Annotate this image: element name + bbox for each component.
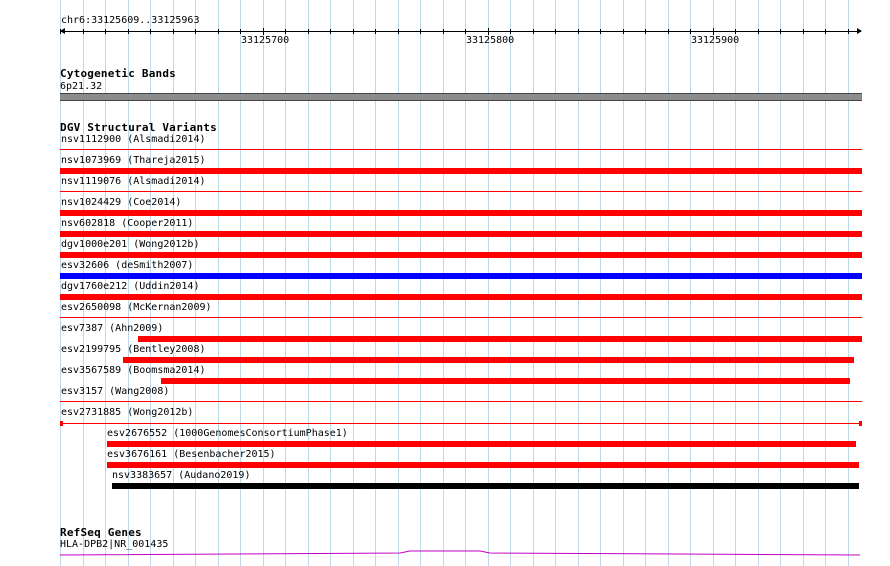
variant-feature[interactable] (0, 302, 890, 323)
variant-label: dgv1000e201 (Wong2012b) (61, 239, 200, 250)
variant-label: nsv1112900 (Alsmadi2014) (61, 134, 206, 145)
variant-feature[interactable] (0, 218, 890, 239)
ruler-minor-tick (443, 29, 444, 34)
variant-label: nsv1024429 (Coe2014) (61, 197, 182, 208)
variant-bar[interactable] (60, 317, 862, 318)
ruler-minor-tick (825, 29, 826, 34)
ruler-minor-tick (623, 29, 624, 34)
ruler-minor-tick (285, 29, 286, 34)
variant-feature[interactable] (0, 155, 890, 176)
ruler-minor-tick (803, 29, 804, 34)
ruler-minor-tick (330, 29, 331, 34)
ruler-minor-tick (668, 29, 669, 34)
ruler-minor-tick (690, 29, 691, 34)
variant-end-marker (859, 421, 862, 426)
ruler-minor-tick (420, 29, 421, 34)
ruler-right-arrow-icon[interactable] (857, 28, 862, 34)
variant-label: nsv602818 (Cooper2011) (61, 218, 194, 229)
ruler-minor-tick (218, 29, 219, 34)
variant-label: esv2650098 (McKernan2009) (61, 302, 212, 313)
variant-bar[interactable] (60, 149, 862, 150)
variant-feature[interactable] (0, 281, 890, 302)
variant-feature[interactable] (0, 239, 890, 260)
variant-bar[interactable] (112, 483, 859, 489)
ruler-minor-tick (353, 29, 354, 34)
ruler-minor-tick (83, 29, 84, 34)
variant-label: esv2731885 (Wong2012b) (61, 407, 194, 418)
variant-feature[interactable] (0, 344, 890, 365)
variant-bar[interactable] (161, 378, 850, 384)
ruler-minor-tick (375, 29, 376, 34)
variant-feature[interactable] (0, 428, 890, 449)
variant-bar[interactable] (60, 191, 862, 192)
ruler-minor-tick (555, 29, 556, 34)
cytoband-bar[interactable] (60, 93, 862, 101)
variant-feature[interactable] (0, 386, 890, 407)
gene-label: HLA-DPB2|NR_001435 (60, 539, 169, 550)
variant-feature[interactable] (0, 134, 890, 155)
ruler-minor-tick (308, 29, 309, 34)
variant-bar[interactable] (60, 294, 862, 300)
ruler-minor-tick (848, 29, 849, 34)
track-title[interactable]: Cytogenetic Bands (60, 67, 176, 80)
variant-feature[interactable] (0, 197, 890, 218)
variant-feature[interactable] (0, 407, 890, 428)
variant-feature[interactable] (0, 470, 890, 491)
ruler-minor-tick (60, 29, 61, 34)
variant-label: esv7387 (Ahn2009) (61, 323, 164, 334)
ruler-minor-tick (173, 29, 174, 34)
ruler-tick-label: 33125800 (466, 35, 515, 46)
ruler-minor-tick (150, 29, 151, 34)
ruler-major-tick (488, 28, 489, 35)
variant-feature[interactable] (0, 260, 890, 281)
ruler-minor-tick (128, 29, 129, 34)
variant-bar[interactable] (60, 231, 862, 237)
track-title[interactable]: RefSeq Genes (60, 526, 142, 539)
variant-bar[interactable] (107, 441, 856, 447)
variant-bar[interactable] (138, 336, 862, 342)
variant-label: nsv1073969 (Thareja2015) (61, 155, 206, 166)
variant-bar[interactable] (60, 423, 862, 424)
ruler-minor-tick (578, 29, 579, 34)
variant-feature[interactable] (0, 176, 890, 197)
ruler-minor-tick (398, 29, 399, 34)
variant-label: nsv3383657 (Audano2019) (112, 470, 251, 481)
cytoband-label: 6p21.32 (60, 81, 103, 92)
variant-label: esv2199795 (Bentley2008) (61, 344, 206, 355)
variant-label: esv3676161 (Besenbacher2015) (107, 449, 276, 460)
ruler-tick-label: 33125700 (241, 35, 290, 46)
ruler-minor-tick (195, 29, 196, 34)
ruler-minor-tick (600, 29, 601, 34)
variant-label: esv32606 (deSmith2007) (61, 260, 194, 271)
ruler-locus: chr6:33125609..33125963 (61, 15, 200, 26)
variant-feature[interactable] (0, 365, 890, 386)
variant-label: esv2676552 (1000GenomesConsortiumPhase1) (107, 428, 348, 439)
variant-label: dgv1760e212 (Uddin2014) (61, 281, 200, 292)
variant-label: esv3157 (Wang2008) (61, 386, 170, 397)
variant-bar[interactable] (60, 401, 862, 402)
ruler-minor-tick (780, 29, 781, 34)
ruler-minor-tick (645, 29, 646, 34)
ruler-minor-tick (465, 29, 466, 34)
ruler-minor-tick (735, 29, 736, 34)
variant-bar[interactable] (60, 252, 862, 258)
ruler-major-tick (713, 28, 714, 35)
variant-feature[interactable] (0, 449, 890, 470)
variant-bar[interactable] (60, 273, 862, 279)
ruler-minor-tick (533, 29, 534, 34)
ruler-major-tick (263, 28, 264, 35)
track-title[interactable]: DGV Structural Variants (60, 121, 217, 134)
variant-label: esv3567589 (Boomsma2014) (61, 365, 206, 376)
ruler-minor-tick (510, 29, 511, 34)
variant-feature[interactable] (0, 323, 890, 344)
ruler-minor-tick (758, 29, 759, 34)
variant-start-marker (60, 421, 63, 426)
ruler-minor-tick (240, 29, 241, 34)
variant-label: nsv1119076 (Alsmadi2014) (61, 176, 206, 187)
ruler-axis-line (60, 31, 861, 32)
ruler-minor-tick (105, 29, 106, 34)
variant-bar[interactable] (123, 357, 854, 363)
variant-bar[interactable] (60, 168, 862, 174)
variant-bar[interactable] (107, 462, 859, 468)
variant-bar[interactable] (60, 210, 862, 216)
ruler-tick-label: 33125900 (691, 35, 740, 46)
